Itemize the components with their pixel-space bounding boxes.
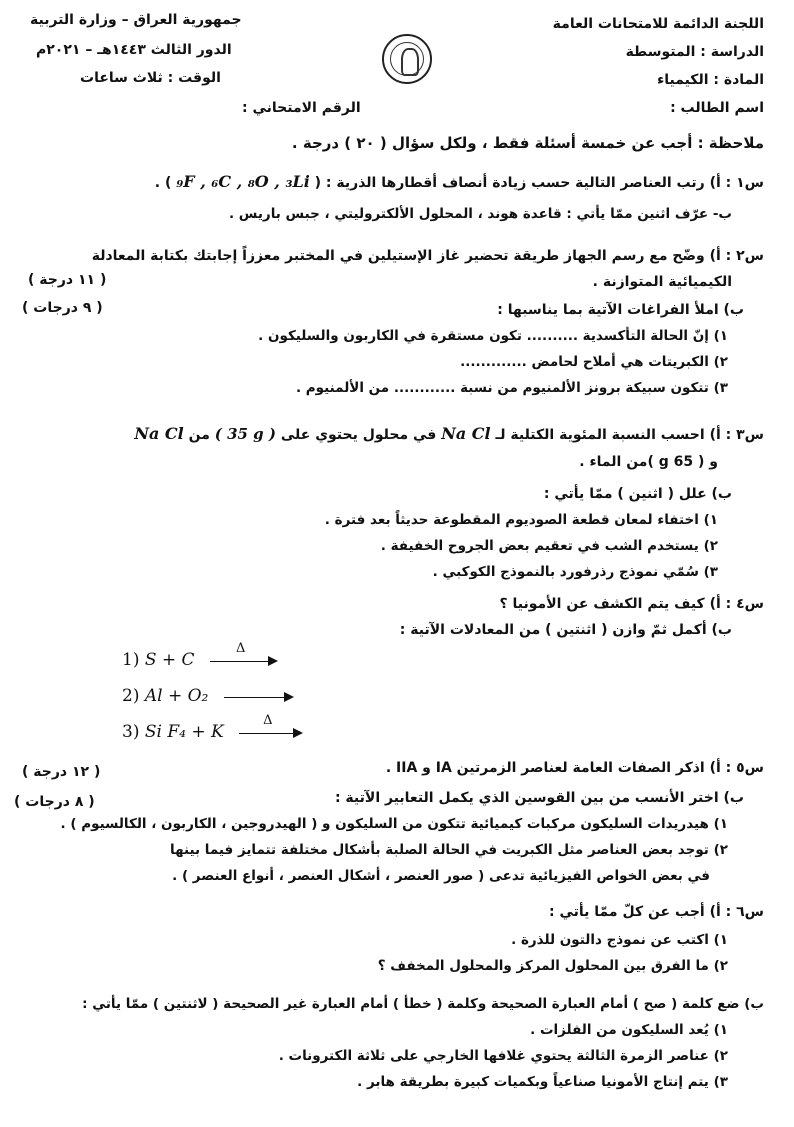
q3a-quantity: ( 35 g ) (214, 425, 276, 443)
question-6a: س٦ : أ) أجب عن كلّ ممّا يأتي : (548, 904, 764, 920)
subject: المادة : الكيمياء (657, 72, 764, 88)
question-5b-item2-line2: في بعض الخواص الفيزيائية تدعى ( صور العنصر ، أشكال العنصر ، أنواع العنصر ) . (172, 868, 710, 884)
q3a-formula2: Na Cl (134, 424, 184, 443)
question-6b-item3: ٣) يتم إنتاج الأمونيا صناعياً وبكميات كبيرة بطريقة هابر . (357, 1074, 728, 1090)
question-5a: س٥ : أ) اذكر الصفات العامة لعناصر الزمرتين IA و IIA . (385, 760, 764, 776)
eq1-number: 1) (122, 650, 140, 670)
student-name-label: اسم الطالب : (670, 100, 764, 116)
question-2a-line2: الكيميائية المتوازنة . (592, 274, 732, 290)
question-3a-line1 (134, 424, 764, 443)
eq2-reactants: Al + O₂ (144, 686, 209, 706)
question-5b: ب) اختر الأنسب من بين القوسين الذي يكمل التعابير الآتية : (334, 790, 744, 806)
q3a-text: س٣ : أ) احسب النسبة المئوية الكتلية لـ (495, 427, 764, 443)
question-6a-item1: ١) اكتب عن نموذج دالتون للذرة . (511, 932, 728, 948)
q1a-elements: ₉F , ₆C , ₈O , ₃Li (176, 172, 310, 191)
eq3-heat-symbol: Δ (263, 712, 273, 728)
question-3b: ب) علل ( اثنين ) ممّا يأتي : (543, 486, 732, 502)
question-5b-item1: ١) هيدريدات السليكون مركبات كيميائية تتكون من السليكون و ( الهيدروجين ، الكاربون ، الكالسيوم ) . (60, 816, 728, 832)
eq1-reactants: S + C (144, 650, 195, 670)
ministry-name: جمهورية العراق – وزارة التربية (30, 12, 242, 28)
question-6a-item2: ٢) ما الفرق بين المحلول المركز والمحلول المخفف ؟ (377, 958, 728, 974)
question-2b-item1: ١) إنّ الحالة التأكسدية .......... تكون مستقرة في الكاربون والسليكون . (258, 328, 728, 344)
question-2b-item3: ٣) تتكون سبيكة برونز الألمنيوم من نسبة ............ من الألمنيوم . (295, 380, 728, 396)
eq1-arrow (210, 640, 278, 667)
q3a-mid: في محلول يحتوي على (280, 427, 437, 443)
q5b-marks: ( ٨ درجات ) (14, 794, 95, 810)
exam-round: الدور الثالث ١٤٤٣هـ – ٢٠٢١م (36, 42, 232, 58)
instructions-note: ملاحظة : أجب عن خمسة أسئلة فقط ، ولكل سؤال ( ٢٠ ) درجة . (291, 134, 764, 152)
q2a-marks: ( ١١ درجة ) (28, 272, 107, 288)
question-6b-item1: ١) يُعد السليكون من الفلزات . (530, 1022, 728, 1038)
q2b-marks: ( ٩ درجات ) (22, 300, 103, 316)
exam-duration: الوقت : ثلاث ساعات (80, 70, 221, 86)
eq3-number: 3) (122, 722, 140, 742)
ministry-seal (382, 34, 432, 84)
committee-name: اللجنة الدائمة للامتحانات العامة (552, 16, 764, 32)
q3a-formula1: Na Cl (441, 424, 491, 443)
question-6b-item2: ٢) عناصر الزمرة الثالثة يحتوي غلافها الخارجي على ثلاثة الكترونات . (278, 1048, 728, 1064)
question-4b: ب) أكمل ثمّ وازن ( اثنتين ) من المعادلات الآتية : (399, 622, 732, 638)
q5a-marks: ( ١٢ درجة ) (22, 764, 101, 780)
q3a-from: من (188, 427, 210, 443)
question-2a-line1: س٢ : أ) وضّح مع رسم الجهاز طريقة تحضير غاز الإستيلين في المختبر معززاً إجابتك بكتابة المعادلة (91, 248, 764, 264)
eq1-heat-symbol: Δ (235, 640, 246, 656)
question-6b: ب) ضع كلمة ( صح ) أمام العبارة الصحيحة وكلمة ( خطأ ) أمام العبارة غير الصحيحة ( لاثنتين ) ممّا يأتي : (82, 996, 764, 1012)
question-3b-item2: ٢) يستخدم الشب في تعقيم بعض الجروح الخفيفة . (380, 538, 718, 554)
question-1a (155, 172, 764, 191)
eq3-reactants: Si F₄ + K (144, 722, 224, 742)
equation-1 (122, 640, 278, 670)
question-4a: س٤ : أ) كيف يتم الكشف عن الأمونيا ؟ (499, 596, 764, 612)
eq2-number: 2) (122, 686, 140, 706)
exam-number-label: الرقم الامتحاني : (242, 100, 361, 116)
question-1b: ب- عرّف اثنين ممّا يأتي : قاعدة هوند ، المحلول الألكتروليتي ، جبس باريس . (228, 206, 732, 222)
question-3b-item1: ١) اختفاء لمعان قطعة الصوديوم المقطوعة حديثاً بعد فترة . (324, 512, 718, 528)
question-3b-item3: ٣) سُمّي نموذج رذرفورد بالنموذج الكوكبي . (432, 564, 718, 580)
question-3a-line2: و ( 65 g )من الماء . (579, 454, 718, 470)
q1a-end: ) . (154, 175, 172, 191)
question-2b-item2: ٢) الكبريتات هي أملاح لحامض ............. (460, 354, 728, 370)
eq3-arrow (239, 712, 303, 739)
eq2-arrow (224, 691, 294, 703)
study-level: الدراسة : المتوسطة (625, 44, 764, 60)
question-5b-item2-line1: ٢) توجد بعض العناصر مثل الكبريت في الحالة الصلبة بأشكال مختلفة تتمايز فيما بينها (170, 842, 728, 858)
equation-2 (122, 686, 294, 706)
q1a-text: س١ : أ) رتب العناصر التالية حسب زيادة أنصاف أقطارها الذرية : ( (314, 175, 764, 191)
question-2b: ب) املأ الفراغات الآتية بما يناسبها : (497, 302, 744, 318)
equation-3 (122, 712, 303, 742)
